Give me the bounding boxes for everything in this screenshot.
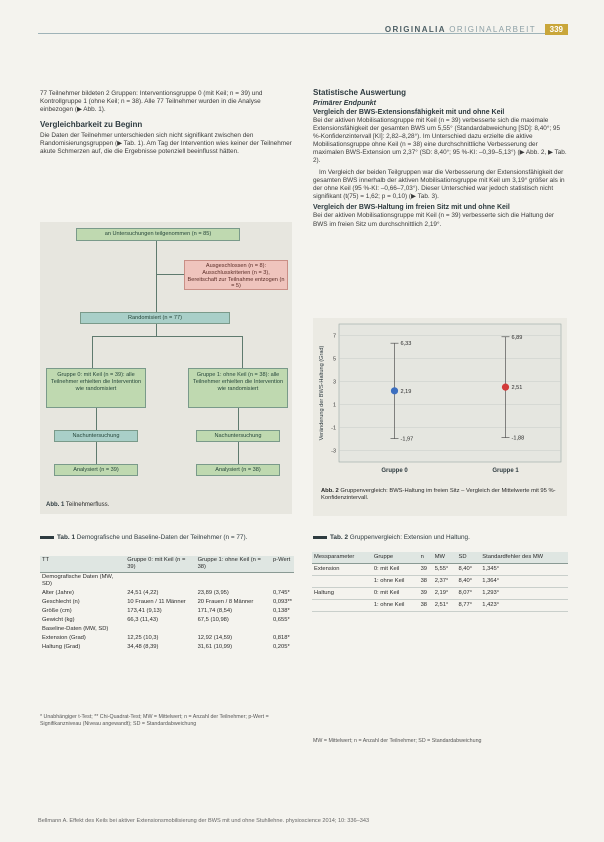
table-1-cell: 66,3 (11,43) — [127, 617, 159, 623]
table-2-label: Tab. 2 — [330, 534, 348, 541]
y-tick-label: 7 — [332, 333, 336, 340]
table-2 — [312, 552, 568, 612]
y-axis-ticks — [331, 334, 336, 455]
figure-1-label: Abb. 1 — [46, 502, 65, 508]
table-1-cell: 171,74 (8,54) — [197, 608, 233, 614]
table-1 — [40, 556, 294, 652]
table-1-row — [40, 643, 294, 652]
y-tick-label: -1 — [331, 425, 336, 432]
table-2-cell: 0: mit Keil — [373, 590, 400, 596]
table-1-cell — [271, 625, 294, 634]
table-2-cell: 1,345° — [482, 566, 500, 572]
figure-1-caption — [46, 502, 109, 508]
table-2-cell: 0: mit Keil — [373, 566, 400, 572]
table-1-row — [40, 634, 294, 643]
flow-arrow-split — [92, 336, 242, 337]
posture-subheading: Vergleich der BWS-Haltung im freien Sitz mit und ohne Keil — [313, 203, 510, 211]
table-2-cell: 8,77° — [458, 602, 473, 608]
table-2-cell: 38 — [420, 602, 428, 608]
statistics-heading: Statistische Auswertung — [313, 88, 407, 97]
table-1-row — [40, 573, 294, 590]
table-1-row — [40, 607, 294, 616]
table-1-cell: Geschlecht (n) — [42, 599, 80, 605]
comparison-paragraph: Im Vergleich der beiden Teilgruppen war die Verbesserung der Extensionsfähigkeit der gesamten BWS innerhalb der aktiven Mobilisationsgruppe mit Keil um 3,19° größer als in der ohne Keil (95 %-KI: –0,66–7,03°). Dieser Unterschied war jedoch statistisch nicht signifikant (t(75) = 1,62; p = 0,10) (▶ Tab. 3). — [313, 168, 565, 200]
figure-2-label: Abb. 2 — [321, 488, 339, 494]
extension-subheading: Vergleich der BWS-Extensionsfähigkeit mit und ohne Keil — [313, 108, 505, 116]
flow-arrow-fu1 — [238, 408, 239, 430]
table-1-cell: 20 Frauen / 8 Männer — [197, 599, 254, 605]
table-1-cell: 0,093** — [272, 599, 292, 605]
table-1-cell: 0,138* — [272, 608, 290, 614]
table-2-header-row — [312, 552, 568, 564]
table-1-cell — [196, 625, 271, 634]
table-2-cell: 1,423° — [482, 602, 500, 608]
figure-1-caption-text: Teilnehmerfluss. — [65, 502, 110, 508]
primary-endpoint-heading: Primärer Endpunkt — [313, 100, 377, 107]
flow-box-enrolled: an Untersuchungen teilgenommen (n = 85) — [76, 228, 240, 241]
table-marker-icon — [313, 536, 327, 539]
table-2-header-cell: Gruppe — [372, 552, 419, 564]
table-1-body — [40, 573, 294, 653]
table-1-row — [40, 625, 294, 634]
table-1-cell — [196, 573, 271, 590]
y-axis-label: Veränderung der BWS-Haltung (Grad) — [319, 345, 325, 441]
table-2-cell — [312, 600, 372, 612]
table-1-caption — [40, 534, 294, 542]
table-1-header-cell: TT — [40, 556, 125, 573]
table-2-cell: 1: ohne Keil — [373, 602, 405, 608]
table-2-header-cell: Messparameter — [312, 552, 372, 564]
y-tick-label: 5 — [332, 356, 336, 363]
table-2-cell: 1,364° — [482, 578, 500, 584]
table-2-cell: 2,51° — [434, 602, 449, 608]
left-column — [40, 90, 294, 160]
table-2-header-cell: SD — [456, 552, 480, 564]
flow-box-analyzed1: Analysiert (n = 38) — [196, 464, 280, 476]
table-1-cell: 23,89 (3,95) — [197, 590, 229, 596]
table-1-label: Tab. 1 — [57, 534, 75, 541]
extension-paragraph: Bei der aktiven Mobilisationsgruppe mit Keil (n = 39) verbesserte sich die maximale Extensionsfähigkeit der gesamten BWS um 5,55° (Standardabweichung [SD]: 8,40°; 95 %-Konfidenzintervall [KI]: 2,82–8,28°). Im Unterschied dazu erzielte die aktive Mobilisationsgruppe ohne Keil (n = 38) eine durchschnittliche Verbesserung der maximalen BWS-Extension um 2,37° (SD: 8,40°; 95 %-KI: –0,39–5,13°) (▶ Abb. 2, ▶ Tab. 2). — [313, 117, 567, 165]
figure-2-caption — [321, 488, 561, 503]
figure-2-caption-text: Gruppenvergleich: BWS-Haltung im freien Sitz – Vergleich der Mittelwerte mit 95 %-Konfidenzintervall. — [321, 488, 556, 502]
flow-box-randomized: Randomisiert (n = 77) — [80, 312, 230, 324]
flow-arrow-fu0 — [96, 408, 97, 430]
table-1-header-cell: p-Wert — [271, 556, 294, 573]
posture-paragraph: Bei der aktiven Mobilisationsgruppe mit Keil (n = 39) verbesserte sich die Haltung der BWS im freien Sitz um durchschnittlich 2,19°. — [313, 212, 555, 228]
table-1-cell: 12,25 (10,3) — [127, 635, 159, 641]
table-1-cell: 12,92 (14,59) — [197, 635, 233, 641]
table-2-cell — [312, 576, 372, 588]
table-1-cell: 0,745* — [272, 590, 290, 596]
table-2-caption — [313, 534, 567, 542]
flow-box-group0: Gruppe 0: mit Keil (n = 39): alle Teilnehmer erhielten die Intervention wie randomisiert — [46, 368, 146, 408]
table-1-cell: Haltung (Grad) — [42, 644, 81, 650]
table-2-cell: 39 — [420, 590, 428, 596]
section-label-en: ORIGINALARBEIT — [449, 25, 537, 34]
table-1-header-cell: Gruppe 1: ohne Keil (n = 38) — [196, 556, 271, 573]
table-2-row — [312, 564, 568, 576]
x-category-label: Gruppe 0 — [381, 468, 408, 474]
table-1-header-cell: Gruppe 0: mit Keil (n = 39) — [125, 556, 195, 573]
flow-arrow-main — [156, 241, 157, 313]
flow-box-analyzed0: Analysiert (n = 39) — [54, 464, 138, 476]
flow-arrow-an0 — [96, 442, 97, 464]
y-tick-label: -3 — [331, 448, 336, 455]
page-number: 339 — [545, 24, 568, 35]
x-category-label: Gruppe 1 — [492, 468, 519, 474]
table-1-cell: Baseline-Daten (MW, SD) — [42, 626, 109, 632]
table-marker-icon — [40, 536, 54, 539]
flow-arrow-an1 — [238, 442, 239, 464]
x-axis-categories — [381, 468, 519, 474]
flow-box-followup1: Nachuntersuchung — [196, 430, 280, 442]
y-tick-label: 3 — [332, 379, 336, 386]
table-2-cell: 8,40° — [458, 566, 473, 572]
table-2-cell: 5,55° — [434, 566, 449, 572]
table-1-cell: 10 Frauen / 11 Männer — [127, 599, 186, 605]
flow-arrow-group1 — [242, 336, 243, 368]
flow-box-followup0: Nachuntersuchung — [54, 430, 138, 442]
mean-point — [391, 387, 398, 394]
table-1-cell: Größe (cm) — [42, 608, 72, 614]
table-2-title: Gruppenvergleich: Extension und Haltung. — [349, 534, 470, 541]
running-header — [385, 24, 568, 35]
table-2-body — [312, 564, 568, 612]
figure-2-chart — [313, 318, 567, 516]
table-1-cell: 67,5 (10,98) — [197, 617, 229, 623]
table-2-row — [312, 600, 568, 612]
table-1-cell: Alter (Jahre) — [42, 590, 74, 596]
table-2-header-cell: n — [419, 552, 433, 564]
data-label-upper: 6,33 — [400, 341, 412, 348]
table-1-cell: Gewicht (kg) — [42, 617, 75, 623]
plot-area — [339, 324, 561, 462]
table-1-cell: 24,51 (4,22) — [127, 590, 159, 596]
table-1-row — [40, 589, 294, 598]
table-1-cell: 0,818* — [272, 635, 290, 641]
data-label-mean: 2,51 — [511, 385, 523, 392]
table-2-cell: 38 — [420, 578, 428, 584]
table-1-cell — [125, 573, 195, 590]
table-1-cell: Extension (Grad) — [42, 635, 86, 641]
flow-box-excluded: Ausgeschlossen (n = 8): Ausschlusskriterien (n = 3), Bereitschaft zur Teilnahme entzogen (n = 5) — [184, 260, 288, 290]
table-2-header-cell: Standardfehler des MW — [480, 552, 568, 564]
chart-svg — [313, 318, 567, 488]
table-2-cell: 1,293° — [482, 590, 500, 596]
flow-box-group1: Gruppe 1: ohne Keil (n = 38): alle Teilnehmer erhielten die Intervention wie randomisiert — [188, 368, 288, 408]
flow-arrow-group0 — [92, 336, 93, 368]
table-2-row — [312, 588, 568, 600]
table-2-cell: 1: ohne Keil — [373, 578, 405, 584]
table-1-cell: 0,655* — [272, 617, 290, 623]
table-2-cell: Haltung — [314, 590, 334, 596]
right-column — [313, 88, 567, 232]
data-label-mean: 2,19 — [400, 388, 412, 395]
table-1-cell — [125, 625, 195, 634]
table-2-cell: Extension — [314, 566, 340, 572]
section-heading-comparability: Vergleichbarkeit zu Beginn — [40, 120, 143, 130]
data-label-upper: 6,89 — [511, 334, 523, 341]
table-2-cell: 8,07° — [458, 590, 473, 596]
table-1-title: Demografische und Baseline-Daten der Teilnehmer (n = 77). — [76, 534, 248, 541]
y-tick-label: 1 — [332, 402, 336, 409]
mean-point — [502, 384, 509, 391]
table-2-cell: 39 — [420, 566, 428, 572]
table-1-cell — [271, 573, 294, 590]
comparability-paragraph: Die Daten der Teilnehmer unterschieden sich nicht signifikant zwischen den Randomisierungsgruppen (▶ Tab. 1). Am Tag der Intervention wies keiner der Teilnehmer akute Schmerzen auf, die die Ergebnisse potenziell beeinflusst hätten. — [40, 132, 292, 156]
table-2-note: MW = Mittelwert; n = Anzahl der Teilnehmer; SD = Standardabweichung — [313, 738, 482, 744]
table-1-row — [40, 598, 294, 607]
table-2-header-cell: MW — [433, 552, 457, 564]
figure-1-flowchart — [40, 222, 292, 514]
table-2-row — [312, 576, 568, 588]
table-2-cell: 2,19° — [434, 590, 449, 596]
data-label-lower: -1,88 — [511, 435, 525, 442]
table-1-cell: 34,48 (8,39) — [127, 644, 159, 650]
section-label: ORIGINALIA — [384, 25, 446, 34]
table-1-cell: 31,61 (10,99) — [197, 644, 233, 650]
table-1-cell: 0,205* — [272, 644, 290, 650]
table-1-cell: 173,41 (9,13) — [127, 608, 162, 614]
data-label-lower: -1,97 — [400, 436, 414, 443]
table-1-header-row — [40, 556, 294, 573]
flow-arrow-to-split — [156, 324, 157, 336]
table-2-cell: 2,37° — [434, 578, 449, 584]
citation-footer: Bellmann A. Effekt des Keils bei aktiver Extensionsmobilisierung der BWS mit und ohne Stuhllehne. physioscience 2014; 10: 336–343 — [38, 818, 370, 824]
table-1-row — [40, 616, 294, 625]
table-1-cell: Demografische Daten (MW, SD) — [42, 574, 114, 587]
table-1-note: * Unabhängiger t-Test; ** Chi-Quadrat-Test; MW = Mittelwert; n = Anzahl der Teilnehmer; p-Wert = Signifikanzniveau (Niveau angewandt); SD = Standardabweichung — [40, 714, 269, 727]
table-2-cell: 8,40° — [458, 578, 473, 584]
intro-paragraph: 77 Teilnehmer bildeten 2 Gruppen: Interventionsgruppe 0 (mit Keil; n = 39) und Kontrollgruppe 1 (ohne Keil; n = 38). Alle 77 Teilnehmer wurden in die Analyse einbezogen (▶ Abb. 1). — [40, 90, 263, 114]
